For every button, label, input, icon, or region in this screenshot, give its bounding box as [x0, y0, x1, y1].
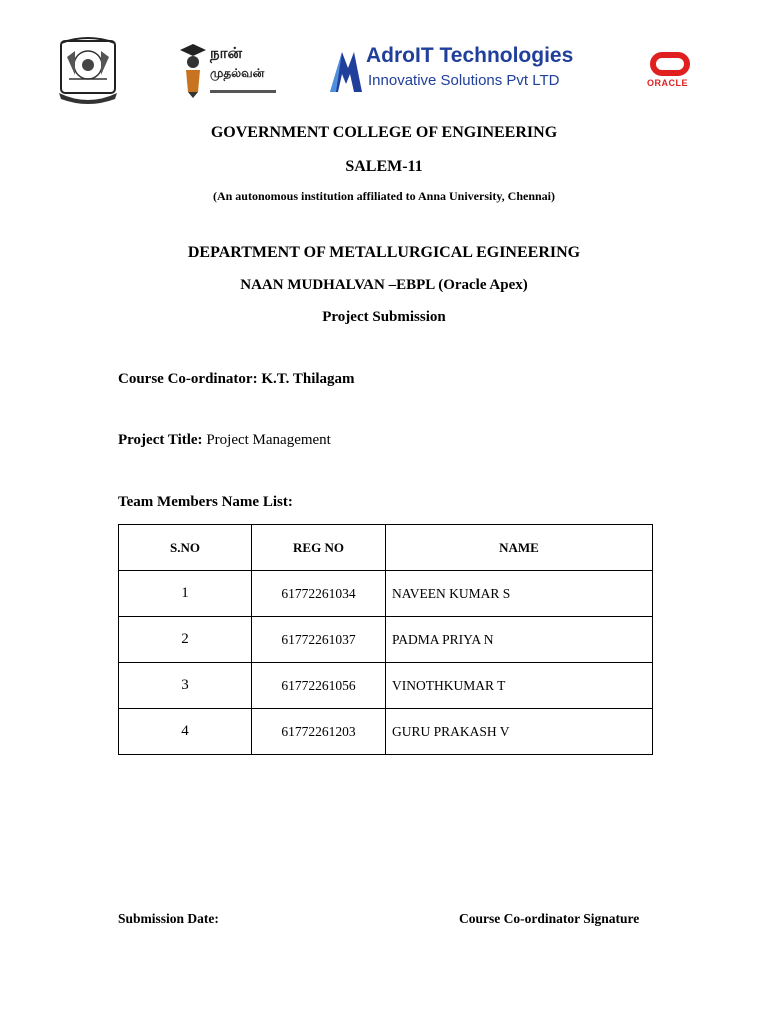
project-title	[118, 432, 331, 449]
college-city: SALEM-11	[345, 158, 423, 175]
submission-date-label: Submission Date:	[118, 911, 219, 926]
logo-strip	[0, 30, 768, 110]
cell-regno: 61772261037	[252, 617, 386, 663]
oracle-ring-icon	[650, 52, 690, 76]
cell-sno: 1	[119, 571, 252, 617]
nm-text-top: நான்	[210, 44, 243, 62]
submission-heading: Project Submission	[322, 309, 446, 325]
cell-regno: 61772261203	[252, 709, 386, 755]
header-regno: REG NO	[252, 525, 386, 571]
project-title-label: Project Title:	[118, 432, 203, 448]
table-row	[119, 617, 653, 663]
cell-sno: 3	[119, 663, 252, 709]
table-header-row	[119, 525, 653, 571]
header-name: NAME	[386, 525, 653, 571]
table-row	[119, 663, 653, 709]
oracle-text: ORACLE	[647, 78, 688, 88]
adroit-mark-icon	[328, 48, 364, 94]
college-name: GOVERNMENT COLLEGE OF ENGINEERING	[210, 124, 558, 141]
course-coordinator: Course Co-ordinator: K.T. Thilagam	[118, 371, 355, 387]
program-name: NAAN MUDHALVAN –EBPL (Oracle Apex)	[240, 277, 528, 293]
cell-name: VINOTHKUMAR T	[386, 663, 653, 709]
team-members-heading: Team Members Name List:	[118, 494, 293, 510]
oracle-logo	[644, 50, 700, 92]
naan-mudhalvan-logo	[178, 40, 282, 102]
nm-underline	[210, 90, 276, 93]
affiliation-note: (An autonomous institution affiliated to Anna University, Chennai)	[212, 189, 556, 203]
college-emblem-logo	[55, 35, 121, 105]
cell-name: NAVEEN KUMAR S	[386, 571, 653, 617]
cell-name: PADMA PRIYA N	[386, 617, 653, 663]
cell-regno: 61772261056	[252, 663, 386, 709]
table-row	[119, 709, 653, 755]
cell-name: GURU PRAKASH V	[386, 709, 653, 755]
department-name: DEPARTMENT OF METALLURGICAL EGINEERING	[187, 244, 581, 261]
cell-sno: 4	[119, 709, 252, 755]
adroit-technologies-logo	[328, 44, 578, 96]
project-title-value: Project Management	[202, 432, 331, 448]
adroit-name: AdroIT Technologies	[366, 44, 574, 67]
team-members-table	[118, 524, 653, 755]
table-row	[119, 571, 653, 617]
cell-sno: 2	[119, 617, 252, 663]
adroit-tagline: Innovative Solutions Pvt LTD	[368, 72, 560, 89]
coordinator-signature-label: Course Co-ordinator Signature	[459, 911, 640, 926]
header-sno: S.NO	[119, 525, 252, 571]
nm-text-bottom: முதல்வன்	[210, 66, 265, 80]
graduation-figure-icon	[178, 40, 208, 100]
cell-regno: 61772261034	[252, 571, 386, 617]
